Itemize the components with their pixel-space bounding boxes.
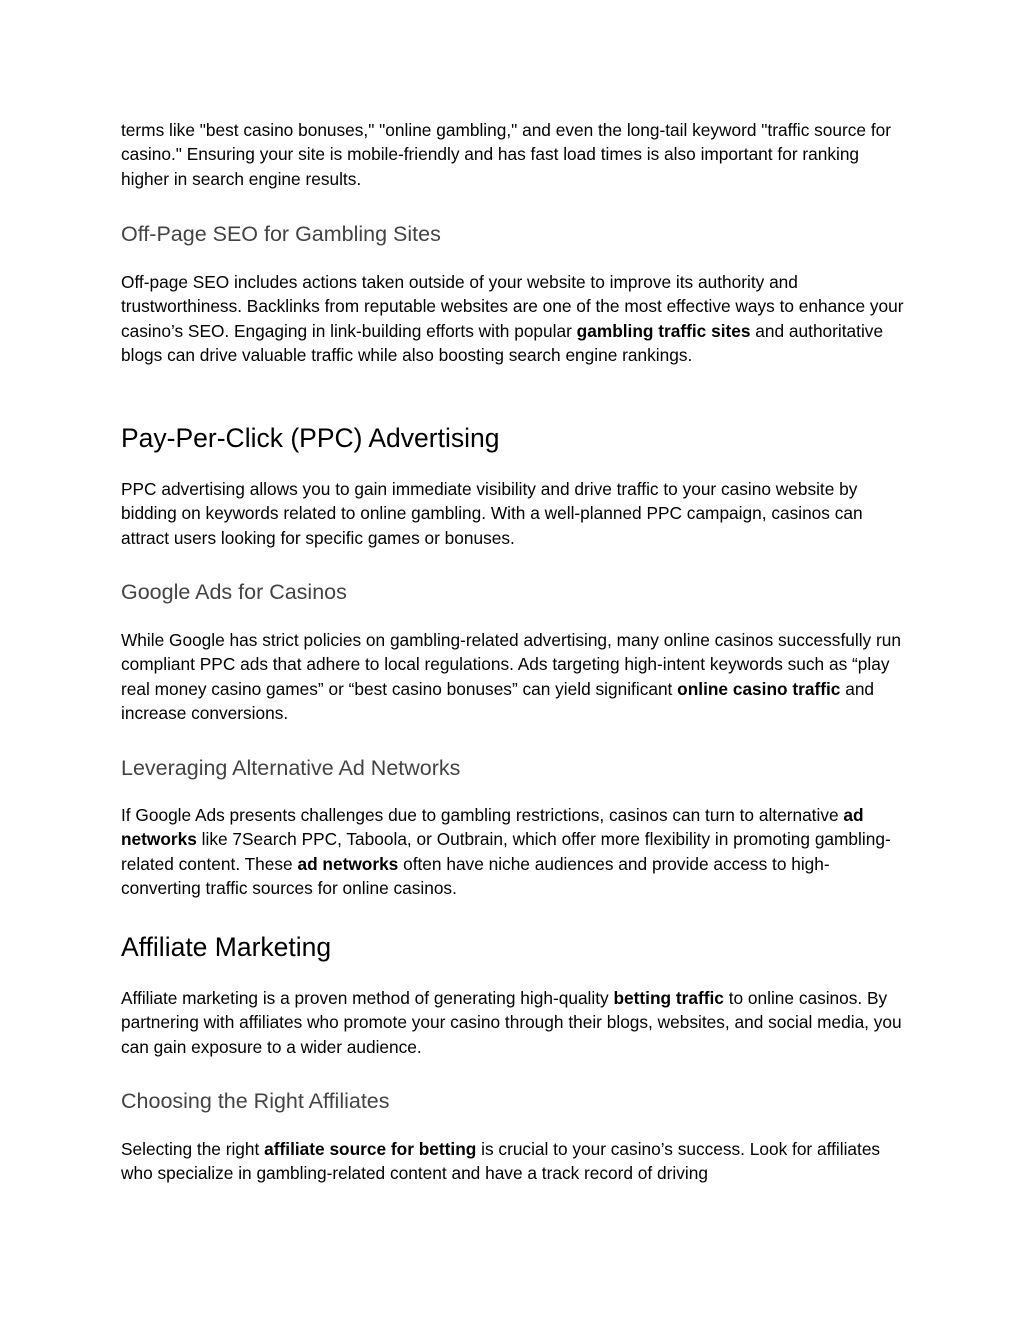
section-subheading: Google Ads for Casinos [121, 580, 347, 604]
bold-keyword: betting traffic [613, 988, 724, 1008]
paragraph-choosing-affiliates [121, 1137, 906, 1186]
text-run: like 7Search PPC, Taboola, or Outbrain, which offer more flexibility in promoting gambling-related content. These [121, 829, 891, 874]
text-run: is crucial to your casino’s success. Look for affiliates who specialize in gambling-related content and have a track record of driving [121, 1139, 881, 1184]
heading-affiliate-marketing [121, 931, 906, 963]
heading-alternative-ad-networks [121, 754, 906, 782]
section-subheading: Leveraging Alternative Ad Networks [121, 756, 461, 780]
paragraph [121, 118, 906, 191]
section-heading: Pay-Per-Click (PPC) Advertising [121, 423, 500, 453]
bold-keyword: gambling traffic sites [576, 320, 751, 341]
paragraph [121, 477, 906, 550]
paragraph [121, 628, 906, 726]
paragraph-off-page-seo [121, 270, 906, 368]
heading-choosing-affiliates [121, 1087, 906, 1115]
text-run: While Google has strict policies on gambling-related advertising, many online casinos successfully run compliant PPC ads that adhere to local regulations. Ads targeting high-intent keywords such as “play real money casino games” or “best casino bonuses” can yield significant [121, 630, 901, 699]
paragraph [121, 270, 906, 368]
text-run: to online casinos. By partnering with affiliates who promote your casino through their blogs, websites, and social media, you can gain exposure to a wider audience. [121, 988, 902, 1057]
paragraph-seo-intro [121, 118, 906, 191]
text-run: Off-page SEO includes actions taken outside of your website to improve its authority and trustworthiness. Backlinks from reputable websites are one of the most effective ways to enhance your casino’s SEO. Engaging in link-building efforts with popular [121, 272, 904, 341]
text-run: Selecting the right [121, 1139, 265, 1159]
text-run: and increase conversions. [121, 678, 875, 724]
text-run: often have niche audiences and provide access to high-converting traffic sources for online casinos. [121, 853, 830, 899]
text-run: Affiliate marketing is a proven method of generating high-quality [121, 988, 614, 1008]
text-run: terms like "best casino bonuses," "online gambling," and even the long-tail keyword "traffic source for casino." Ensuring your site is mobile-friendly and has fast load times is also important for ranking higher in search engine results. [121, 120, 892, 189]
text-run: PPC advertising allows you to gain immediate visibility and drive traffic to your casino website by bidding on keywords related to online gambling. With a well-planned PPC campaign, casinos can attract users looking for specific games or bonuses. [121, 479, 863, 548]
text-run: and authoritative blogs can drive valuable traffic while also boosting search engine rankings. [121, 320, 884, 366]
bold-keyword: ad networks [121, 805, 864, 850]
section-heading: Affiliate Marketing [121, 932, 332, 962]
heading-google-ads [121, 578, 906, 606]
paragraph [121, 986, 906, 1059]
paragraph [121, 1137, 906, 1186]
section-subheading: Choosing the Right Affiliates [121, 1089, 390, 1113]
heading-off-page-seo [121, 220, 906, 248]
paragraph-alternative-ad-networks [121, 803, 906, 901]
bold-keyword: ad networks [297, 853, 399, 874]
bold-keyword: affiliate source for betting [264, 1139, 477, 1159]
bold-keyword: online casino traffic [677, 678, 841, 699]
paragraph-google-ads [121, 628, 906, 726]
paragraph-affiliate-marketing [121, 986, 906, 1059]
text-run: If Google Ads presents challenges due to gambling restrictions, casinos can turn to alternative [121, 805, 844, 825]
paragraph [121, 803, 906, 901]
paragraph-ppc-advertising [121, 477, 906, 550]
heading-ppc-advertising [121, 422, 906, 454]
section-subheading: Off-Page SEO for Gambling Sites [121, 222, 441, 246]
